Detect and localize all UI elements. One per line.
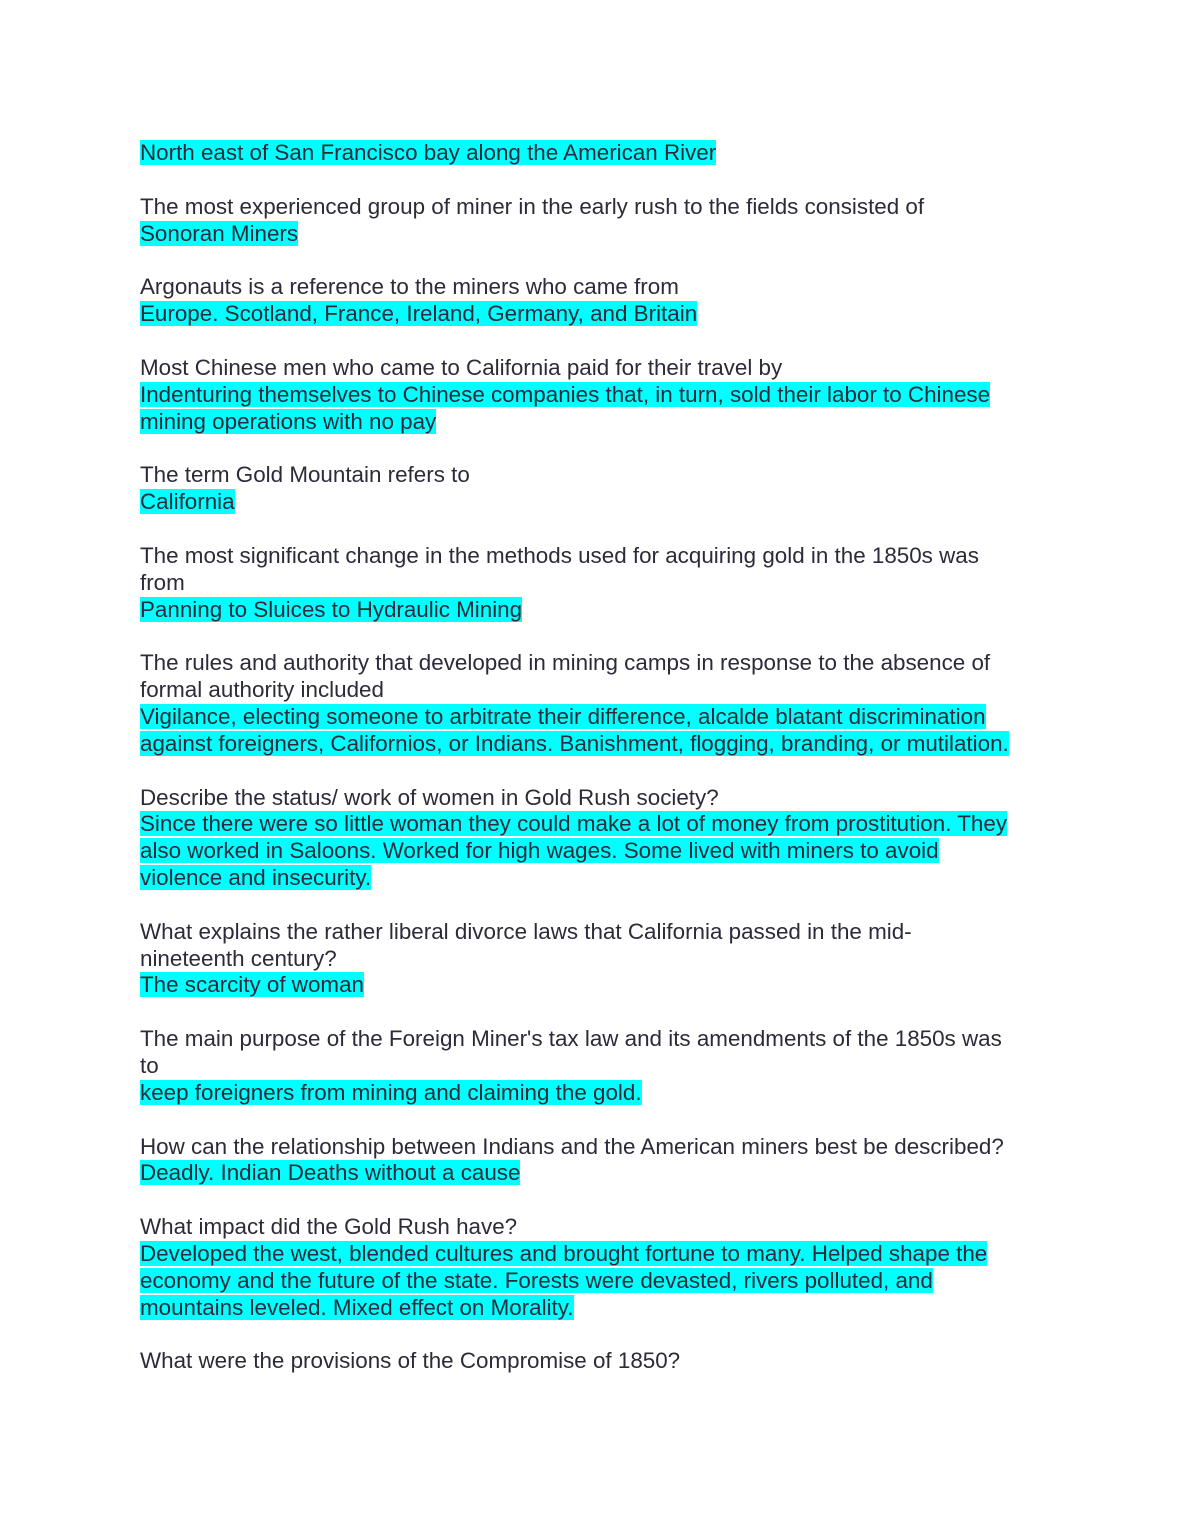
question-line: The most experienced group of miner in the early rush to the fields consisted of: [140, 193, 925, 219]
question-line: The term Gold Mountain refers to: [140, 462, 470, 488]
qa-block: [140, 355, 1060, 435]
answer-highlight: California: [140, 489, 235, 515]
answer-line: [140, 382, 1060, 409]
answer-line: [140, 1295, 1060, 1322]
answer-highlight: Since there were so little woman they could make a lot of money from prostitution. They: [140, 811, 1008, 837]
answer-line: [140, 1160, 1060, 1187]
answer-line: [140, 731, 1060, 758]
question-line: to: [140, 1052, 159, 1078]
answer-highlight: against foreigners, Californios, or Indians. Banishment, flogging, branding, or mutilation.: [140, 730, 1009, 756]
qa-block: [140, 1026, 1060, 1106]
answer-line: [140, 409, 1060, 436]
answer-line: [140, 140, 1060, 167]
answer-highlight: The scarcity of woman: [140, 972, 364, 998]
qa-block: [140, 650, 1060, 757]
qa-block: [140, 919, 1060, 999]
question-line: The most significant change in the methods used for acquiring gold in the 1850s was: [140, 542, 979, 568]
question-line: How can the relationship between Indians and the American miners best be described?: [140, 1133, 1004, 1159]
answer-highlight: Deadly. Indian Deaths without a cause: [140, 1160, 521, 1186]
answer-highlight: Indenturing themselves to Chinese companies that, in turn, sold their labor to Chinese: [140, 381, 991, 407]
answer-highlight: economy and the future of the state. Forests were devasted, rivers polluted, and: [140, 1267, 933, 1293]
qa-block: [140, 1214, 1060, 1321]
document-page: [140, 140, 1060, 1402]
answer-highlight: Developed the west, blended cultures and brought fortune to many. Helped shape the: [140, 1240, 988, 1266]
question-line: What explains the rather liberal divorce laws that California passed in the mid-: [140, 918, 912, 944]
answer-highlight: violence and insecurity.: [140, 864, 372, 890]
question-line: Argonauts is a reference to the miners who came from: [140, 274, 679, 300]
answer-line: [140, 865, 1060, 892]
qa-block: [140, 194, 1060, 248]
question-line: Most Chinese men who came to California paid for their travel by: [140, 354, 783, 380]
answer-line: [140, 1241, 1060, 1268]
qa-block: [140, 140, 1060, 167]
answer-highlight: Panning to Sluices to Hydraulic Mining: [140, 596, 523, 622]
question-line: formal authority included: [140, 677, 384, 703]
answer-line: [140, 301, 1060, 328]
question-line: Describe the status/ work of women in Gold Rush society?: [140, 784, 719, 810]
answer-line: [140, 704, 1060, 731]
answer-highlight: also worked in Saloons. Worked for high wages. Some lived with miners to avoid: [140, 838, 939, 864]
answer-line: [140, 838, 1060, 865]
qa-block: [140, 1348, 1060, 1375]
answer-line: [140, 1080, 1060, 1107]
answer-line: [140, 972, 1060, 999]
answer-highlight: mountains leveled. Mixed effect on Morality.: [140, 1294, 574, 1320]
answer-line: [140, 597, 1060, 624]
answer-highlight: Europe. Scotland, France, Ireland, Germany, and Britain: [140, 301, 698, 327]
answer-highlight: Vigilance, electing someone to arbitrate their difference, alcalde blatant discrimination: [140, 703, 986, 729]
qa-block: [140, 785, 1060, 892]
qa-block: [140, 543, 1060, 623]
answer-line: [140, 1268, 1060, 1295]
answer-line: [140, 221, 1060, 248]
question-line: What impact did the Gold Rush have?: [140, 1214, 518, 1240]
question-line: The main purpose of the Foreign Miner's tax law and its amendments of the 1850s was: [140, 1026, 1002, 1052]
qa-block: [140, 462, 1060, 516]
answer-line: [140, 811, 1060, 838]
answer-line: [140, 489, 1060, 516]
qa-block: [140, 1134, 1060, 1188]
qa-block: [140, 274, 1060, 328]
answer-highlight: Sonoran Miners: [140, 220, 299, 246]
question-line: The rules and authority that developed in mining camps in response to the absence of: [140, 650, 991, 676]
answer-highlight: keep foreigners from mining and claiming the gold.: [140, 1079, 642, 1105]
answer-highlight: North east of San Francisco bay along the American River: [140, 140, 717, 165]
question-line: What were the provisions of the Compromise of 1850?: [140, 1348, 681, 1374]
question-line: nineteenth century?: [140, 945, 337, 971]
answer-highlight: mining operations with no pay: [140, 408, 437, 434]
question-line: from: [140, 569, 185, 595]
